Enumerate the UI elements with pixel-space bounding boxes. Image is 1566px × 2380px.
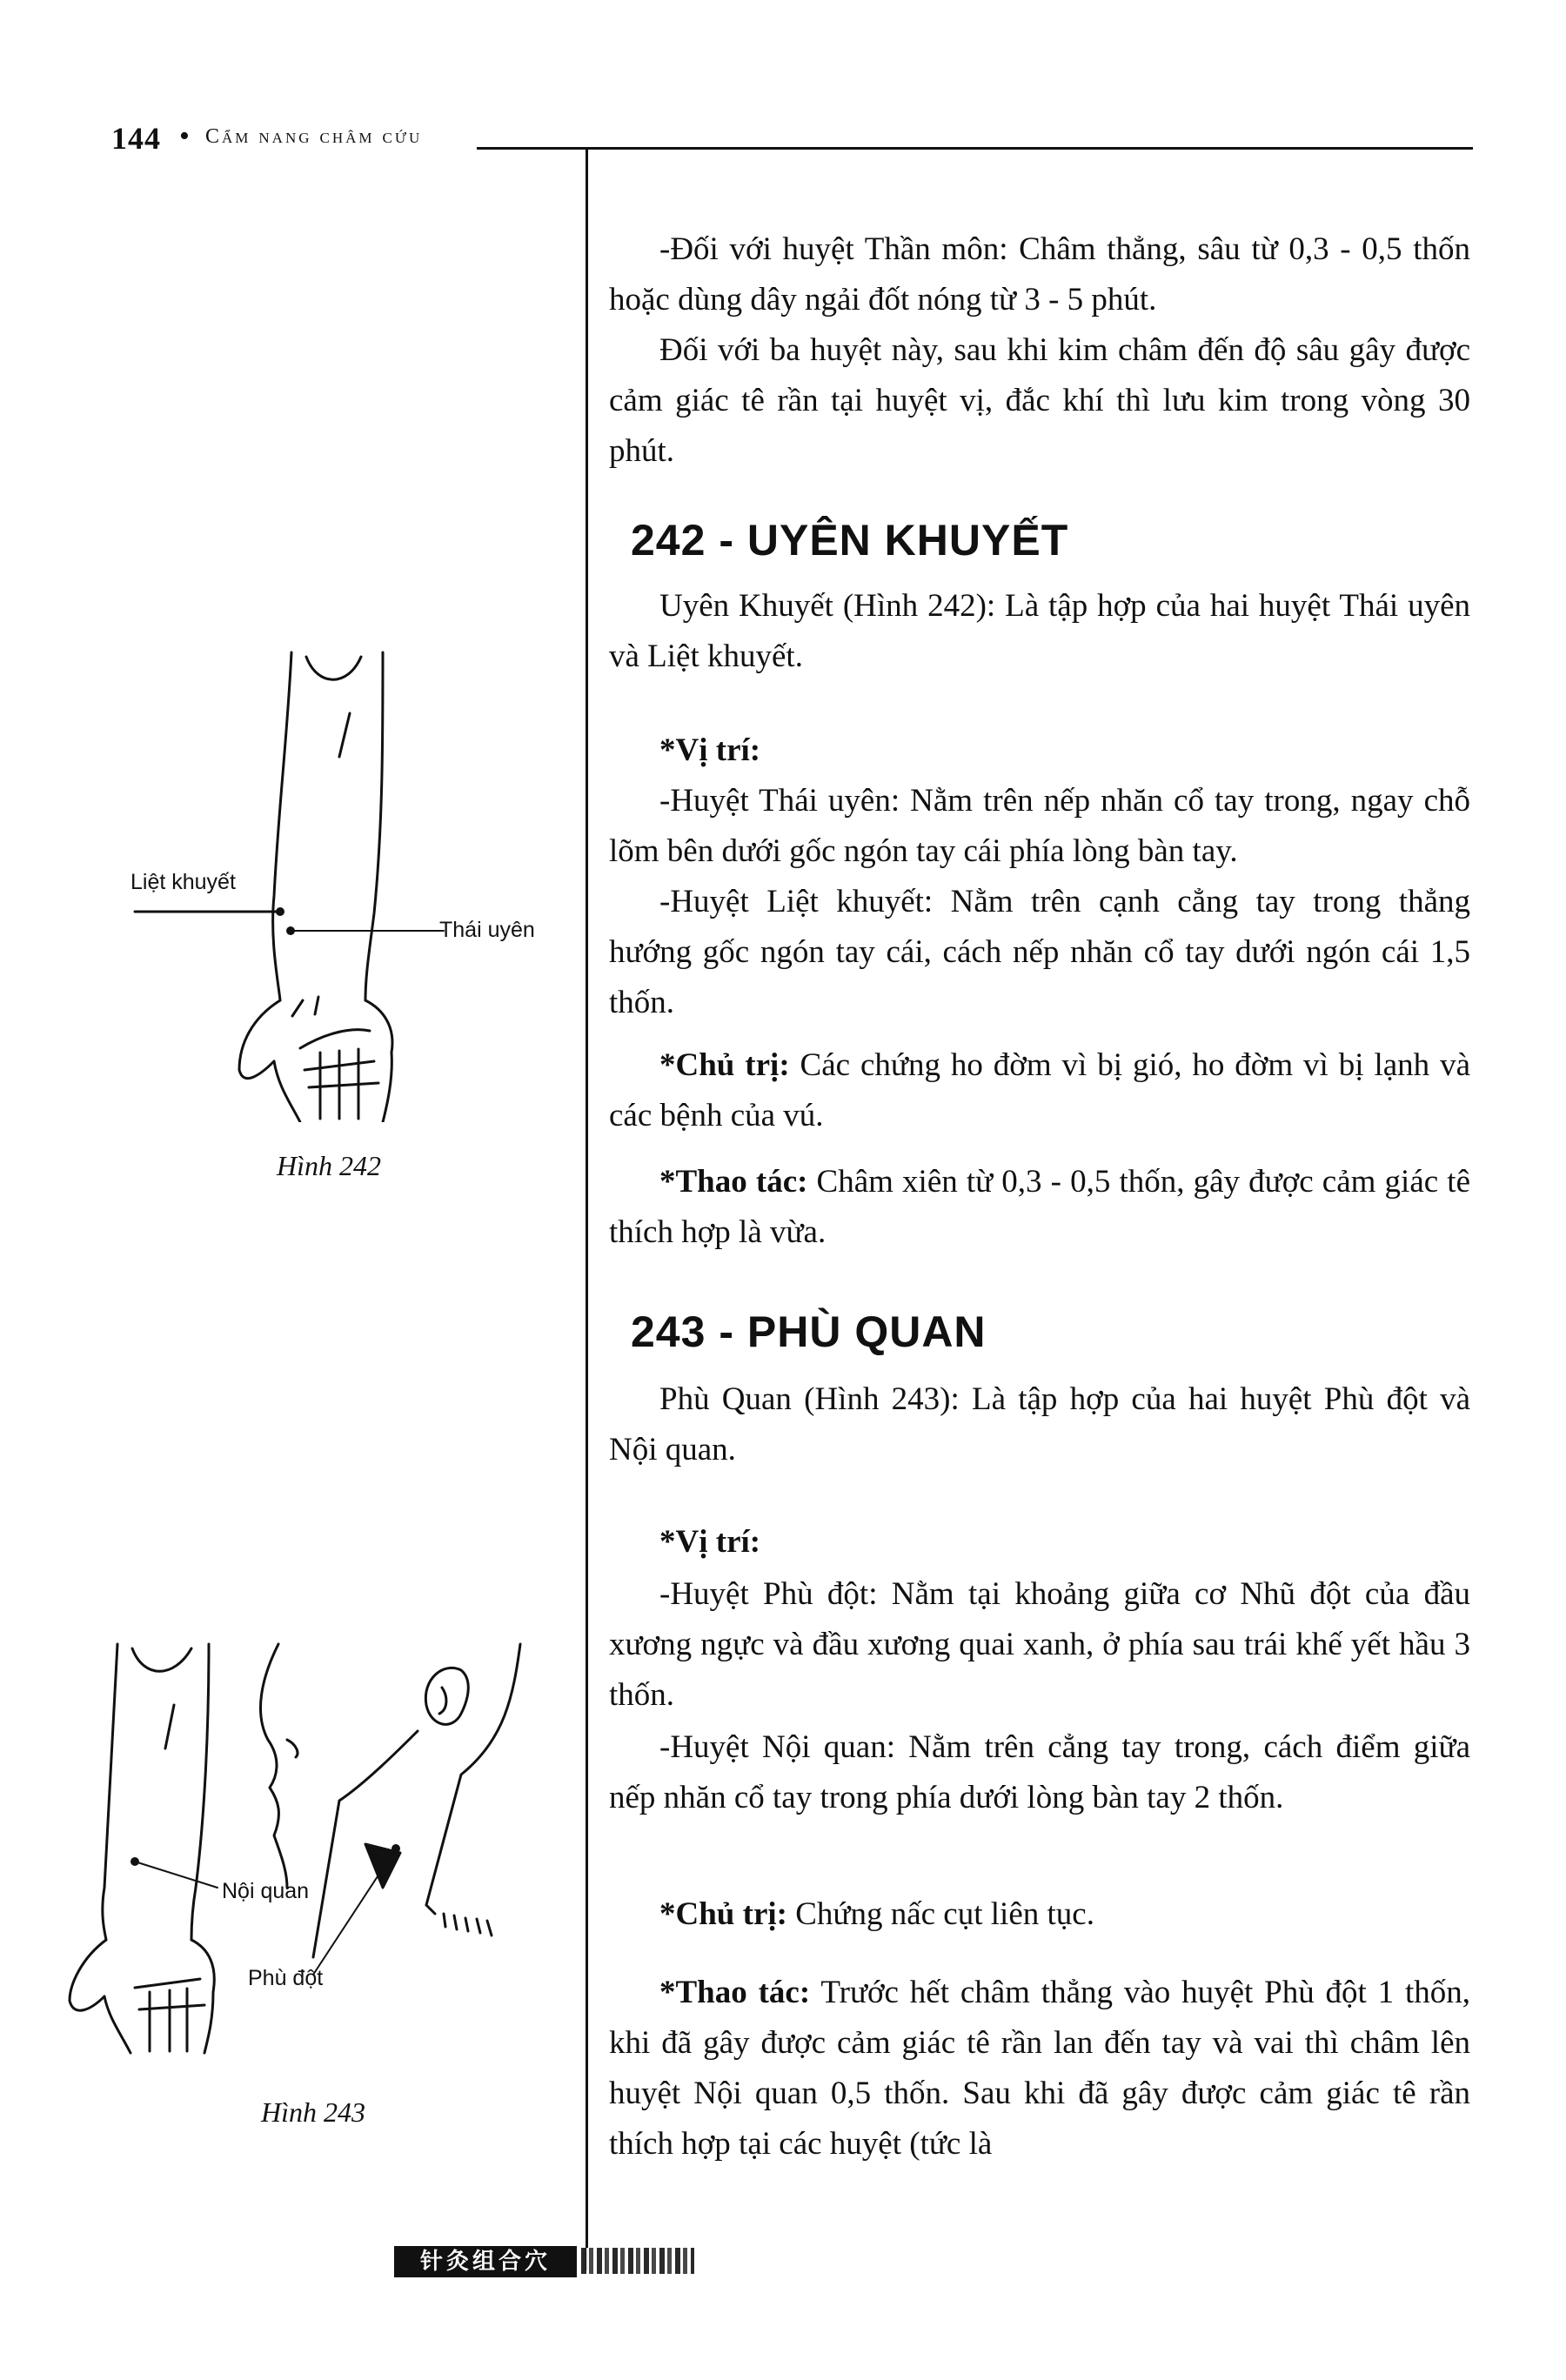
intro-paragraph-1: -Đối với huyệt Thần môn: Châm thẳng, sâu từ 0,3 - 0,5 thốn hoặc dùng dây ngải đốt nóng từ 3 - 5 phút. — [609, 231, 1470, 318]
section-243-heading: 243 - PHÙ QUAN — [631, 1307, 987, 1356]
caption-243: Hình 243 — [261, 2096, 365, 2128]
label-phu-dot: Phù đột — [248, 1966, 324, 1990]
section-242-intro: Uyên Khuyết (Hình 242): Là tập hợp của hai huyệt Thái uyên và Liệt khuyết. — [609, 588, 1470, 674]
forearm-neck-illustration-243 — [52, 1627, 574, 2096]
section-242-vitri-label: *Vị trí: — [659, 732, 761, 768]
header-rule — [477, 147, 1473, 150]
book-title: Cẩm nang châm cứu — [205, 125, 423, 148]
section-242-vitri-2: -Huyệt Liệt khuyết: Nằm trên cạnh cẳng tay trong thẳng hướng gốc ngón tay cái, cách nếp nhăn cổ tay dưới ngón cái 1,5 thốn. — [609, 884, 1470, 1020]
figure-242 — [122, 635, 574, 1181]
header-bullet: • — [179, 120, 190, 152]
label-noi-quan: Nội quan — [222, 1879, 310, 1903]
page-header — [111, 120, 1473, 155]
section-243-thaotac: *Thao tác: Trước hết châm thẳng vào huyệt Phù đột 1 thốn, khi đã gây được cảm giác tê rần lan đến tay và vai thì châm lên huyệt Nội quan 0,5 thốn. Sau khi đã gây được cảm giác tê rần thích hợp tại các huyệt (tức là — [609, 1975, 1470, 2162]
caption-242: Hình 242 — [277, 1150, 381, 1181]
section-243-intro: Phù Quan (Hình 243): Là tập hợp của hai huyệt Phù đột và Nội quan. — [609, 1381, 1470, 1467]
figure-243 — [52, 1627, 574, 2166]
section-242-vitri-1: -Huyệt Thái uyên: Nằm trên nếp nhăn cổ tay trong, ngay chỗ lõm bên dưới gốc ngón tay cái phía lòng bàn tay. — [609, 783, 1470, 869]
section-243-vitri-2: -Huyệt Nội quan: Nằm trên cẳng tay trong, cách điểm giữa nếp nhăn cổ tay trong phía dưới lòng bàn tay 2 thốn. — [609, 1729, 1470, 1815]
label-liet-khuyet: Liệt khuyết — [130, 870, 236, 894]
label-thai-uyen: Thái uyên — [439, 918, 535, 942]
intro-paragraph-2: Đối với ba huyệt này, sau khi kim châm đến độ sâu gây được cảm giác tê rần tại huyệt vị, đắc khí thì lưu kim trong vòng 30 phút. — [609, 332, 1470, 469]
section-243-vitri-label: *Vị trí: — [659, 1524, 761, 1560]
section-242-heading: 242 - UYÊN KHUYẾT — [631, 516, 1069, 565]
footer-decoration — [581, 2248, 694, 2274]
section-242-chutri: *Chủ trị: Các chứng ho đờm vì bị gió, ho đờm vì bị lạnh và các bệnh của vú. — [609, 1047, 1470, 1133]
page-number: 144 — [111, 121, 161, 156]
column-divider — [586, 148, 588, 2270]
section-243-chutri: *Chủ trị: Chứng nấc cụt liên tục. — [659, 1896, 1094, 1932]
footer-chinese-title: 针灸组合穴 — [394, 2246, 577, 2277]
section-243-vitri-1: -Huyệt Phù đột: Nằm tại khoảng giữa cơ Nhũ đột của đầu xương ngực và đầu xương quai xanh, ở phía sau trái khế yết hầu 3 thốn. — [609, 1576, 1470, 1713]
section-242-thaotac: *Thao tác: Châm xiên từ 0,3 - 0,5 thốn, gây được cảm giác tê thích hợp là vừa. — [609, 1164, 1470, 1250]
